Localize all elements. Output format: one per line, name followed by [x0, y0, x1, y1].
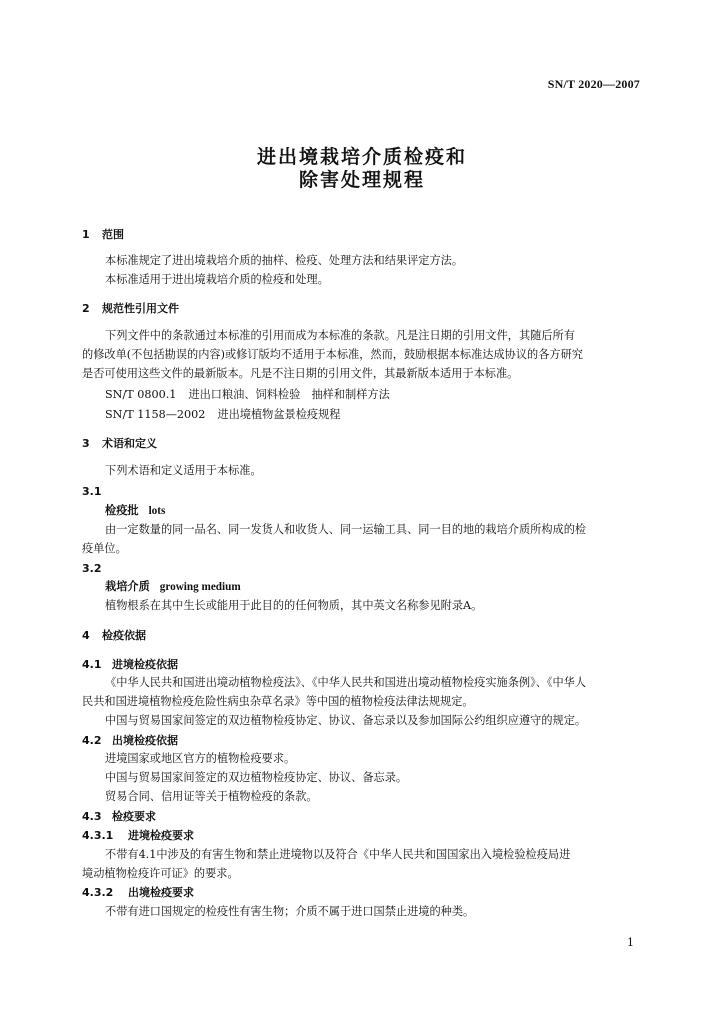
section-4-1-heading: 4.1 进境检疫依据 [82, 658, 178, 671]
term-3-1-definition-line-1: 由一定数量的同一品名、同一发货人和收货人、同一运输工具、同一目的地的栽培介质所构成的检 [105, 523, 587, 536]
section-4-3-2-para: 不带有进口国规定的检疫性有害生物；介质不属于进口国禁止进境的种类。 [105, 905, 475, 918]
section-4-3-heading: 4.3 检疫要求 [82, 810, 156, 823]
section-3-heading: 3 术语和定义 [82, 437, 157, 450]
section-3-intro: 下列术语和定义适用于本标准。 [105, 464, 262, 477]
document-title-line2: 除害处理规程 [298, 169, 425, 191]
normative-reference-2: SN/T 1158—2002 进出境植物盆景检疫规程 [105, 408, 341, 421]
section-4-2-heading: 4.2 出境检疫依据 [82, 734, 178, 747]
section-4-3-2-heading: 4.3.2 出境检疫要求 [82, 886, 194, 899]
normative-reference-1: SN/T 0800.1 进出口粮油、饲料检验 抽样和制样方法 [105, 388, 390, 401]
section-4-3-1-heading: 4.3.1 进境检疫要求 [82, 829, 194, 842]
section-4-2-para-3: 贸易合同、信用证等关于植物检疫的条款。 [105, 790, 318, 803]
section-4-1-para-1-line-1: 《中华人民共和国进出境动植物检疫法》、《中华人民共和国进出境动植物检疫实施条例》、《中华人 [105, 676, 587, 689]
section-4-3-1-para-line-2: 境动植物检疫许可证》的要求。 [82, 867, 239, 880]
term-3-1-definition-line-2: 疫单位。 [82, 542, 127, 555]
term-3-2-definition: 植物根系在其中生长或能用于此目的的任何物质，其中英文名称参见附录A。 [105, 599, 483, 612]
standard-code: SN/T 2020—2007 [547, 77, 640, 91]
page-number: 1 [627, 936, 634, 949]
section-2-para-line-2: 的修改单(不包括勘误的内容)或修订版均不适用于本标准，然而，鼓励根据本标准达成协议的各方研究 [82, 348, 583, 361]
term-3-1: 检疫批 lots [105, 503, 166, 517]
section-4-2-para-2: 中国与贸易国家间签定的双边植物检疫协定、协议、备忘录。 [105, 771, 408, 784]
section-4-heading: 4 检疫依据 [82, 629, 146, 642]
section-2-para-line-3: 是否可使用这些文件的最新版本。凡是不注日期的引用文件，其最新版本适用于本标准。 [82, 367, 519, 380]
term-3-2-number: 3.2 [82, 562, 102, 575]
section-4-1-para-1-line-2: 民共和国进境植物检疫危险性病虫杂草名录》等中国的植物检疫法律法规规定。 [82, 695, 474, 708]
section-4-1-para-2: 中国与贸易国家间签定的双边植物检疫协定、协议、备忘录以及参加国际公约组织应遵守的规定。 [105, 714, 587, 727]
term-3-1-number: 3.1 [82, 485, 102, 498]
section-1-para-1: 本标准规定了进出境栽培介质的抽样、检疫、处理方法和结果评定方法。 [105, 254, 464, 267]
section-4-2-para-1: 进境国家或地区官方的植物检疫要求。 [105, 752, 296, 765]
section-1-heading: 1 范围 [82, 228, 124, 241]
section-2-para-line-1: 下列文件中的条款通过本标准的引用而成为本标准的条款。凡是注日期的引用文件，其随后所有 [105, 329, 575, 342]
section-4-3-1-para-line-1: 不带有4.1中涉及的有害生物和禁止进境物以及符合《中华人民共和国国家出入境检验检疫局进 [105, 848, 571, 861]
term-3-2: 栽培介质 growing medium [105, 579, 241, 593]
document-title-line1: 进出境栽培介质检疫和 [256, 146, 467, 168]
section-2-heading: 2 规范性引用文件 [82, 302, 179, 315]
section-1-para-2: 本标准适用于进出境栽培介质的检疫和处理。 [105, 273, 329, 286]
